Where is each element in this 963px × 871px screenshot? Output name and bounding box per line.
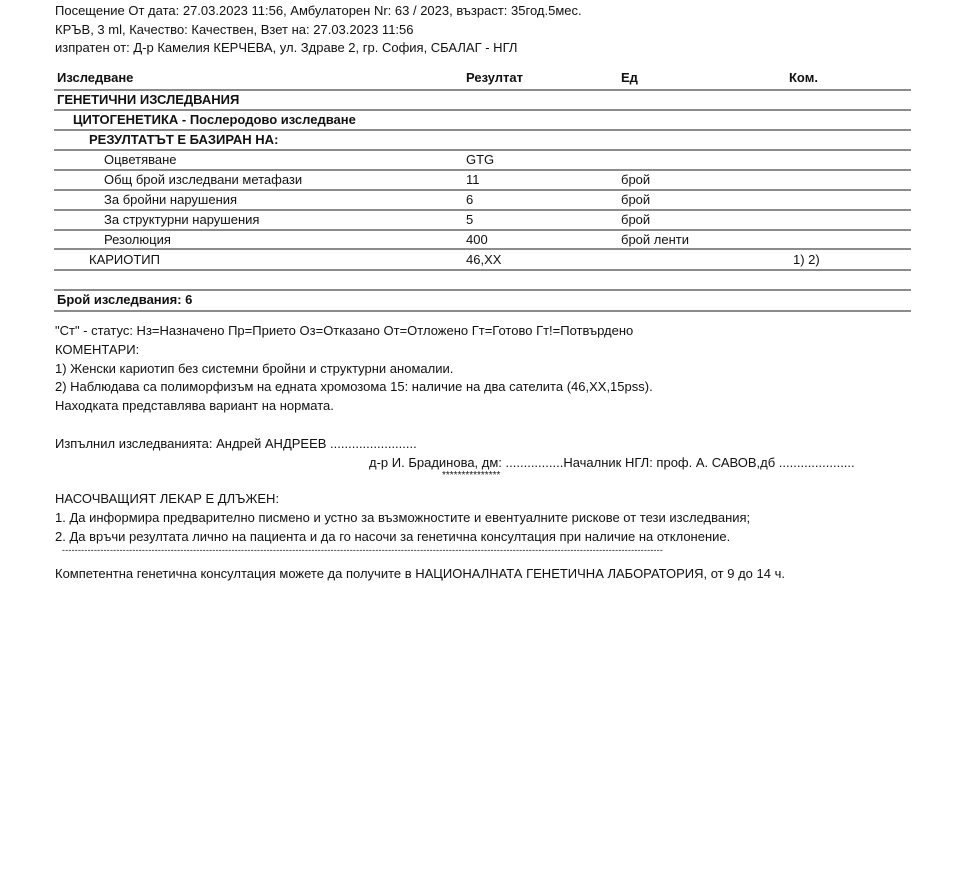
divider <box>54 310 911 312</box>
footer-note: Компетентна генетична консултация можете да получите в НАЦИОНАЛНАТА ГЕНЕТИЧНА ЛАБОРАТОРИЯ, от 9 до 14 ч. <box>55 566 785 581</box>
visit-info-line: Посещение От дата: 27.03.2023 11:56, Амбулаторен Nr: 63 / 2023, възраст: 35год.5мес. <box>55 3 582 18</box>
row-result: 400 <box>466 232 488 247</box>
referrer-info-line: изпратен от: Д-р Камелия КЕРЧЕВА, ул. Здраве 2, гр. София, СБАЛАГ - НГЛ <box>55 40 518 55</box>
test-count: Брой изследвания: 6 <box>57 292 193 307</box>
row-unit: брой <box>621 192 651 207</box>
section-heading: РЕЗУЛТАТЪТ Е БАЗИРАН НА: <box>89 132 279 147</box>
row-result: GTG <box>466 152 495 167</box>
subgroup-heading: ЦИТОГЕНЕТИКА - Послеродово изследване <box>73 112 356 127</box>
row-unit: брой <box>621 212 651 227</box>
row-name: Резолюция <box>104 232 171 247</box>
divider <box>54 248 911 250</box>
col-header-result: Резултат <box>466 70 523 85</box>
karyotype-comment: 1) 2) <box>793 252 820 267</box>
divider <box>54 189 911 191</box>
divider <box>54 129 911 131</box>
referral-item: 2. Да връчи резултата лично на пациента и да го насочи за генетична консултация при наличие на отклонение. <box>55 529 731 544</box>
referral-title: НАСОЧВАЩИЯТ ЛЕКАР Е ДЛЪЖЕН: <box>55 491 280 506</box>
status-legend: "Ст" - статус: Нз=Назначено Пр=Прието Оз=Отказано От=Отложено Гт=Готово Гт!=Потвърдено <box>55 323 634 338</box>
row-name: За бройни нарушения <box>104 192 238 207</box>
karyotype-label: КАРИОТИП <box>89 252 160 267</box>
col-header-unit: Ед <box>621 70 638 85</box>
referral-item: 1. Да информира предварително писмено и устно за възможностите и евентуалните рискове от тези изследвания; <box>55 510 751 525</box>
performed-by: Изпълнил изследванията: Андрей АНДРЕЕВ ........................ <box>55 436 417 451</box>
row-name: За структурни нарушения <box>104 212 260 227</box>
comment-item: 2) Наблюдава са полиморфизъм на едната хромозома 15: наличие на два сателита (46,XX,15pss). <box>55 379 653 394</box>
divider <box>54 149 911 151</box>
divider <box>54 169 911 171</box>
row-result: 5 <box>466 212 474 227</box>
group-heading: ГЕНЕТИЧНИ ИЗСЛЕДВАНИЯ <box>57 92 240 107</box>
divider <box>54 89 911 91</box>
comment-item: Находката представлява вариант на нормата. <box>55 398 334 413</box>
row-result: 11 <box>466 172 480 187</box>
dashed-separator: -------------------------------------------------------------------------------------------------------------------------------------------------------------------------------------------- <box>62 545 664 555</box>
table-row <box>0 229 963 247</box>
karyotype-result: 46,XX <box>466 252 502 267</box>
col-header-comment: Ком. <box>789 70 818 85</box>
comments-title: КОМЕНТАРИ: <box>55 342 140 357</box>
row-result: 6 <box>466 192 474 207</box>
row-name: Оцветяване <box>104 152 177 167</box>
row-unit: брой ленти <box>621 232 689 247</box>
divider <box>54 209 911 211</box>
row-unit: брой <box>621 172 651 187</box>
divider <box>54 269 911 271</box>
row-name: Общ брой изследвани метафази <box>104 172 303 187</box>
approvers-line: д-р И. Брадинова, дм: ................Началник НГЛ: проф. А. САВОВ,дб ..................... <box>369 455 855 470</box>
divider <box>54 109 911 111</box>
comment-item: 1) Женски кариотип без системни бройни и структурни аномалии. <box>55 361 454 376</box>
stars-line: *************** <box>442 470 501 481</box>
col-header-test: Изследване <box>57 70 134 85</box>
divider <box>54 289 911 291</box>
sample-info-line: КРЪВ, 3 ml, Качество: Качествен, Взет на: 27.03.2023 11:56 <box>55 22 414 37</box>
